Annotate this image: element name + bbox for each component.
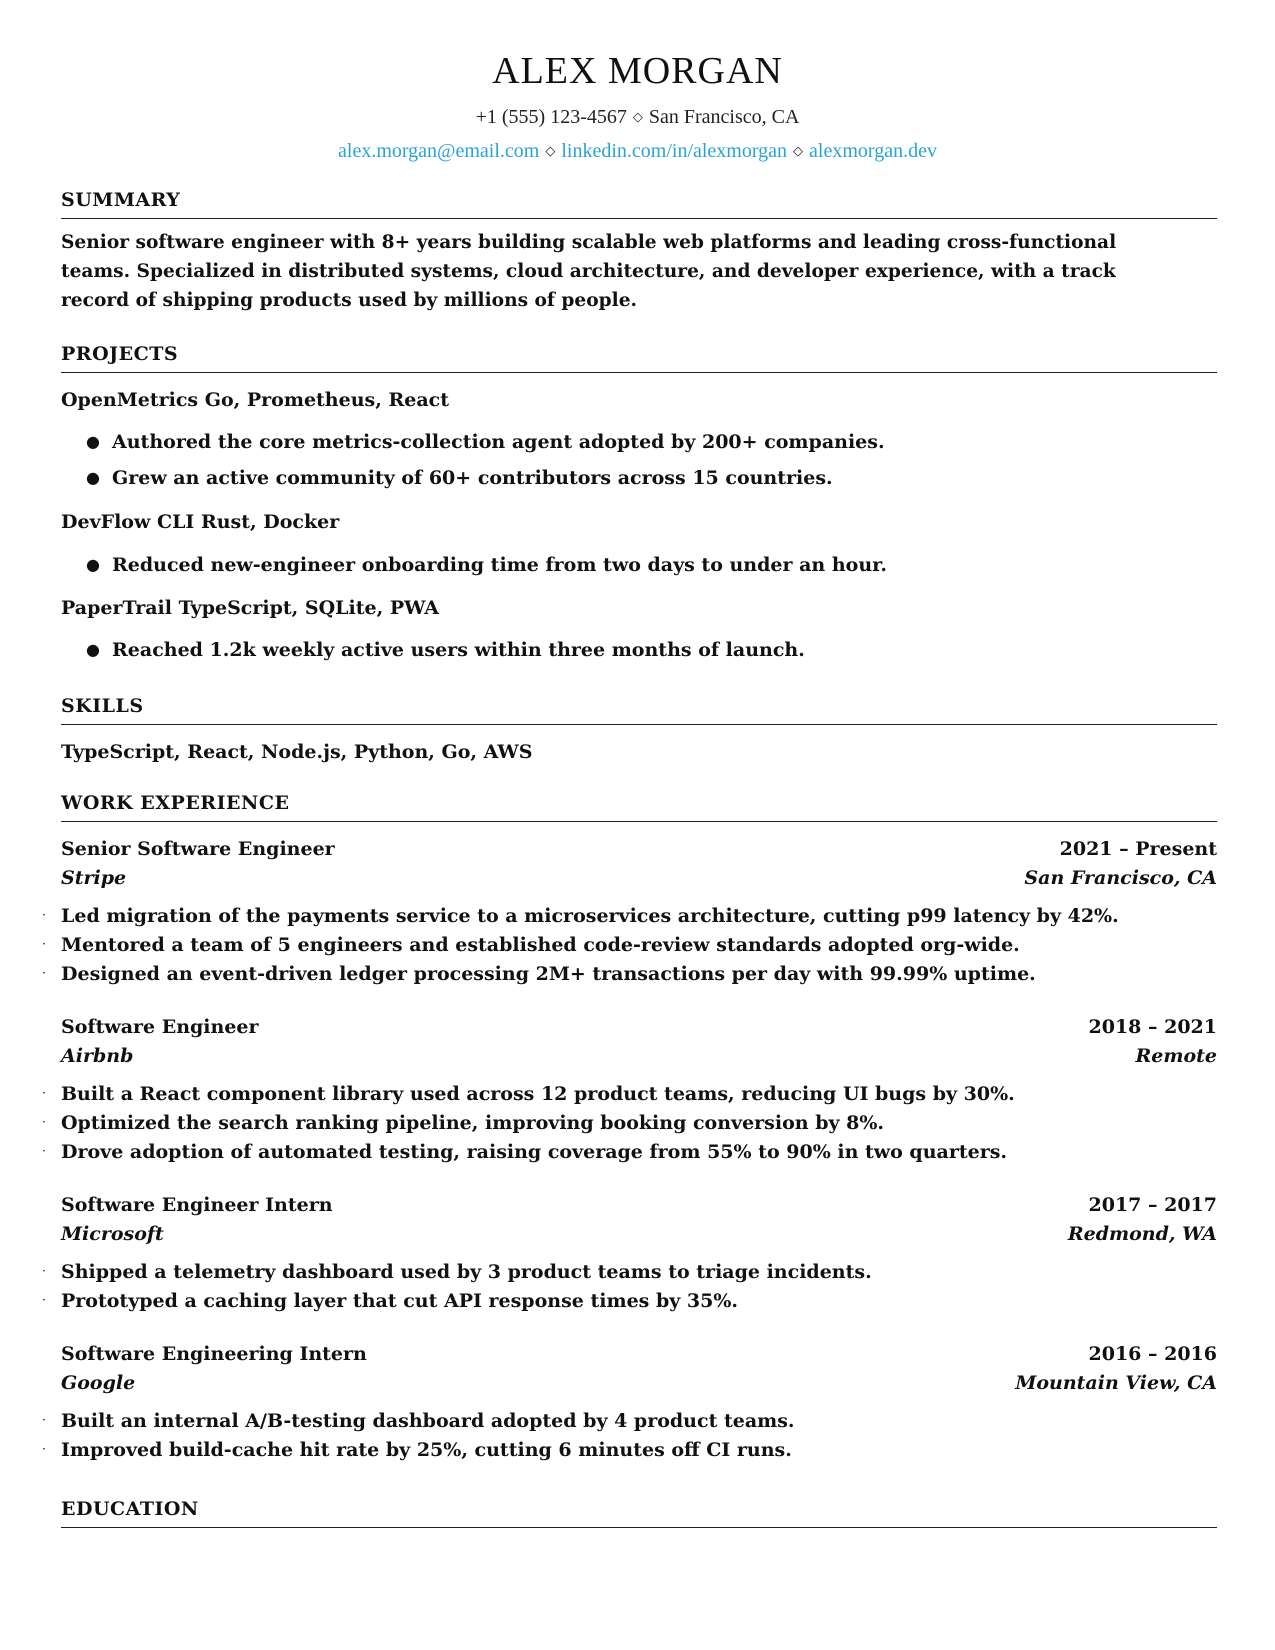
bullet-dot-icon: · bbox=[42, 1086, 46, 1100]
bullet-dot-icon: ● bbox=[86, 432, 100, 451]
job-role: Software Engineering Intern bbox=[61, 1343, 367, 1365]
job-location: Remote bbox=[1135, 1045, 1217, 1067]
job-role: Software Engineer Intern bbox=[61, 1194, 333, 1216]
job-bullet-text: Led migration of the payments service to a microservices architecture, cutting p99 latency by 42%. bbox=[61, 905, 1119, 927]
job-company-row bbox=[61, 1222, 1217, 1246]
job-role: Software Engineer bbox=[61, 1016, 259, 1038]
job-bullet bbox=[42, 961, 1036, 986]
job-company-row bbox=[61, 1371, 1217, 1395]
location: San Francisco, CA bbox=[648, 106, 800, 128]
job-company-row bbox=[61, 1044, 1217, 1068]
skills-list: TypeScript, React, Node.js, Python, Go, AWS bbox=[61, 741, 533, 763]
job-location: San Francisco, CA bbox=[1024, 867, 1217, 889]
job-location: Redmond, WA bbox=[1067, 1223, 1217, 1245]
section-title-work-experience: WORK EXPERIENCE bbox=[61, 791, 1217, 822]
job-company: Stripe bbox=[61, 867, 127, 889]
bullet-dot-icon: · bbox=[42, 966, 46, 980]
linkedin-link[interactable]: linkedin.com/in/alexmorgan bbox=[561, 140, 788, 162]
job-dates: 2017 – 2017 bbox=[1088, 1194, 1217, 1216]
project-heading: PaperTrail TypeScript, SQLite, PWA bbox=[61, 597, 439, 619]
job-bullet bbox=[42, 1139, 1007, 1164]
job-bullet-text: Drove adoption of automated testing, raising coverage from 55% to 90% in two quarters. bbox=[61, 1141, 1008, 1163]
summary-line: record of shipping products used by millions of people. bbox=[61, 290, 638, 311]
bullet-dot-icon: · bbox=[42, 1115, 46, 1129]
job-bullet bbox=[42, 1288, 738, 1313]
job-dates: 2021 – Present bbox=[1059, 838, 1217, 860]
job-bullet-text: Optimized the search ranking pipeline, improving booking conversion by 8%. bbox=[61, 1112, 885, 1134]
job-bullet-text: Improved build-cache hit rate by 25%, cutting 6 minutes off CI runs. bbox=[61, 1439, 792, 1461]
bullet-dot-icon: · bbox=[42, 1144, 46, 1158]
bullet-dot-icon: · bbox=[42, 1264, 46, 1278]
job-bullet-text: Designed an event-driven ledger processing 2M+ transactions per day with 99.99% uptime. bbox=[61, 963, 1036, 985]
bullet-dot-icon: · bbox=[42, 1413, 46, 1427]
job-bullet-text: Mentored a team of 5 engineers and established code-review standards adopted org-wide. bbox=[61, 934, 1020, 956]
job-bullet-text: Shipped a telemetry dashboard used by 3 product teams to triage incidents. bbox=[61, 1261, 872, 1283]
section-title-projects: PROJECTS bbox=[61, 342, 1217, 373]
job-bullet bbox=[42, 1110, 884, 1135]
section-title-summary: SUMMARY bbox=[61, 188, 1217, 219]
project-bullet bbox=[86, 466, 833, 490]
job-bullet bbox=[42, 1408, 795, 1433]
bullet-dot-icon: ● bbox=[86, 468, 100, 487]
contact-line-primary bbox=[0, 104, 1275, 130]
summary-line: Senior software engineer with 8+ years building scalable web platforms and leading cross-functional bbox=[61, 232, 1117, 253]
job-location: Mountain View, CA bbox=[1015, 1372, 1217, 1394]
job-title-row bbox=[61, 1193, 1217, 1217]
candidate-name: ALEX MORGAN bbox=[492, 50, 783, 92]
project-bullet-text: Grew an active community of 60+ contributors across 15 countries. bbox=[112, 467, 833, 489]
bullet-dot-icon: ● bbox=[86, 555, 100, 574]
contact-line-links bbox=[0, 138, 1275, 164]
bullet-dot-icon: · bbox=[42, 1442, 46, 1456]
job-title-row bbox=[61, 1342, 1217, 1366]
website-link[interactable]: alexmorgan.dev bbox=[809, 140, 937, 162]
job-bullet-text: Built a React component library used across 12 product teams, reducing UI bugs by 30%. bbox=[61, 1083, 1015, 1105]
phone-number: +1 (555) 123-4567 bbox=[475, 106, 627, 128]
job-role: Senior Software Engineer bbox=[61, 838, 335, 860]
job-bullet-text: Built an internal A/B-testing dashboard adopted by 4 product teams. bbox=[61, 1410, 795, 1432]
job-company-row bbox=[61, 866, 1217, 890]
summary-text bbox=[61, 228, 1221, 315]
project-heading: DevFlow CLI Rust, Docker bbox=[61, 511, 340, 533]
email-link[interactable]: alex.morgan@email.com bbox=[338, 140, 540, 162]
project-heading: OpenMetrics Go, Prometheus, React bbox=[61, 389, 449, 411]
project-bullet bbox=[86, 638, 805, 662]
project-bullet-text: Reached 1.2k weekly active users within three months of launch. bbox=[112, 639, 805, 661]
job-bullet bbox=[42, 903, 1119, 928]
bullet-dot-icon: ● bbox=[86, 640, 100, 659]
project-bullet-text: Authored the core metrics-collection agent adopted by 200+ companies. bbox=[112, 431, 885, 453]
job-title-row bbox=[61, 1015, 1217, 1039]
bullet-dot-icon: · bbox=[42, 1293, 46, 1307]
job-company: Microsoft bbox=[61, 1223, 164, 1245]
separator-diamond-icon: ◇ bbox=[545, 143, 556, 158]
section-title-education: EDUCATION bbox=[61, 1497, 1217, 1528]
separator-diamond-icon: ◇ bbox=[793, 143, 804, 158]
bullet-dot-icon: · bbox=[42, 937, 46, 951]
project-bullet bbox=[86, 430, 885, 454]
job-bullet bbox=[42, 1437, 792, 1462]
job-dates: 2016 – 2016 bbox=[1088, 1343, 1217, 1365]
job-company: Airbnb bbox=[61, 1045, 134, 1067]
job-company: Google bbox=[61, 1372, 136, 1394]
bullet-dot-icon: · bbox=[42, 908, 46, 922]
job-bullet bbox=[42, 1081, 1015, 1106]
section-title-skills: SKILLS bbox=[61, 694, 1217, 725]
project-bullet bbox=[86, 553, 887, 577]
project-bullet-text: Reduced new-engineer onboarding time from two days to under an hour. bbox=[112, 554, 888, 576]
job-bullet bbox=[42, 932, 1020, 957]
job-bullet-text: Prototyped a caching layer that cut API response times by 35%. bbox=[61, 1290, 739, 1312]
separator-diamond-icon: ◇ bbox=[632, 109, 643, 124]
job-dates: 2018 – 2021 bbox=[1088, 1016, 1217, 1038]
job-bullet bbox=[42, 1259, 872, 1284]
summary-line: teams. Specialized in distributed systems, cloud architecture, and developer experience, with a track bbox=[61, 261, 1116, 282]
job-title-row bbox=[61, 837, 1217, 861]
